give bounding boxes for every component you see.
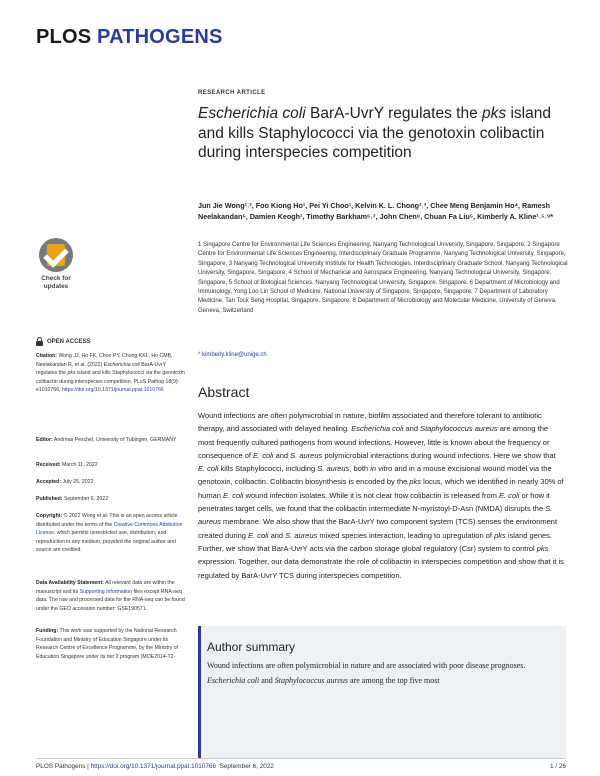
funding: Funding: This work was supported by the National Research Foundation and Ministry of Education Singapore under its Research Centre of Excellence Programme, by the Ministry of Education Singapore under its tier 2 program (MOE2014-T2-	[36, 628, 179, 660]
title-part1: BarA-UvrY regulates the	[305, 105, 483, 122]
open-access-label	[36, 337, 90, 346]
author-summary-text: Wound infections are often polymicrobial in nature and are associated with poor disease prognoses. Escherichia coli and Staphylococcus aureus are among the top five most	[207, 661, 526, 685]
check-updates-label: Check for updates	[41, 275, 71, 290]
data-availability: Data Availability Statement: All relevant data are within the manuscript and its Supporting Information files except RNA-seq data. The raw and processed data for the RNA-seq can be found under the GEO accession number: GSE190571.	[36, 580, 185, 612]
affiliations: 1 Singapore Centre for Environmental Life Sciences Engineering, Nanyang Technological University, Singapore, Singapore, 2 Singapore Centre for Environmental Life Sciences Engineering, Interdisciplinary Graduate Programme, Nanyang Technological University, Singapore, Singapore, 3 Nanyang Technological University Institute for Health Technologies, Interdisciplinary Graduate School, Nanyang Technological University, Singapore, Singapore, 4 School of Mechanical and Aerospace Engineering, Nanyang Technological University, Singapore, Singapore, 5 School of Biological Sciences, Nanyang Technological University, Singapore, Singapore, 6 Department of Microbiology and Immunology, Yong Loo Lin School of Medicine, National University of Singapore, Singapore, Singapore, 7 Department of Laboratory Medicine, Tan Tock Seng Hospital, Singapore, Singapore, 8 Department of Microbiology and Molecular Medicine, University of Geneva, Geneva, Switzerland	[198, 242, 568, 314]
received-date: Received: March 11, 2022	[36, 462, 98, 468]
citation: Citation: Wong JJ, Ho FK, Choo PY, Chong KKL, Ho CMB, Neelakandan R, et al. (2022) Escherichia coli BarA-UvrY regulates the pks island and kills Staphylococci via the genotoxin colibactin during interspecies competition. PLoS Pathog 18(9): e1010766. https://doi.org/10.1371/journal.ppat.1010766	[36, 353, 185, 394]
accepted-date: Accepted: July 25, 2022	[36, 479, 94, 485]
page-footer: PLOS Pathogens | https://doi.org/10.1371/journal.ppat.1010766 September 6, 2022 1 / 26	[36, 763, 566, 770]
abstract-heading: Abstract	[198, 384, 250, 400]
summary-accent-bar	[198, 626, 201, 758]
page-number: 1 / 26	[550, 763, 566, 770]
article-title	[198, 104, 558, 163]
supporting-info-link[interactable]: Supporting Information	[79, 588, 133, 595]
corresponding-email[interactable]: * kimberly.kline@unige.ch	[198, 352, 267, 358]
journal-logo	[36, 26, 223, 49]
published-date: Published: September 6, 2022	[36, 496, 109, 502]
footer-date: September 6, 2022	[219, 763, 274, 770]
check-updates-icon	[39, 238, 73, 272]
title-pks: pks	[482, 105, 507, 122]
copyright: Copyright: © 2022 Wong et al. This is an open access article distributed under the terms of the Creative Commons Attribution License, which permits unrestricted use, distribution, and reproduction in any medium, provided the original author and source are credited.	[36, 513, 183, 554]
open-lock-icon	[36, 337, 43, 346]
author-summary-heading: Author summary	[207, 640, 296, 654]
article-type: RESEARCH ARTICLE	[198, 90, 266, 96]
footer-journal: PLOS Pathogens	[36, 763, 86, 770]
footer-doi-link[interactable]: https://doi.org/10.1371/journal.ppat.1010766	[90, 763, 217, 770]
footer-divider	[36, 758, 566, 759]
title-species: Escherichia coli	[198, 105, 306, 122]
check-for-updates-badge[interactable]	[36, 238, 76, 298]
author-list: Jun Jie Wong¹˒², Foo Kiong Ho¹, Pei Yi Choo¹, Kelvin K. L. Chong¹˒³, Chee Meng Benjamin Ho⁴, Ramesh Neelakandan⁵, Damien Keogh¹, Timothy Barkham⁶˒⁷, John Chen⁸, Chuan Fa Liu⁵, Kimberly A. Kline¹˒⁵˒⁹*	[198, 201, 554, 221]
journal-logo-name: PATHOGENS	[97, 26, 223, 48]
editor: Editor: Andreas Peschel, University of Tubingen, GERMANY	[36, 437, 177, 443]
title-part2: island and kills Staphylococci via the genotoxin colibactin during interspecies competition	[198, 105, 551, 161]
journal-logo-plos: PLOS	[36, 26, 92, 48]
abstract-text: Wound infections are often polymicrobial in nature, biofilm associated and therefore tolerant to antibiotic therapy, and associated with delayed healing. Escherichia coli and Staphylococcus aureus are among the most frequently cultured pathogens from wound infections. However, little is known about the frequency or consequence of E. coli and S. aureus polymicrobial interactions during wound infections. Here we show that E. coli kills Staphylococci, including S. aureus, both in vitro and in a mouse excisional wound model via the genotoxin, colibactin. Colibactin biosynthesis is encoded by the pks locus, which we identified in nearly 30% of human E. coli wound infection isolates. While it is not clear how colibactin is released from E. coli or how it penetrates target cells, we found that the colibactin intermediate N-myristoyl-D-Asn (NMDA) disrupts the S. aureus membrane. We also show that the BarA-UvrY two component system (TCS) senses the environment created during E. coli and S. aureus mixed species interaction, leading to upregulation of pks island genes. Further, we show that BarA-UvrY acts via the carbon storage global regulatory (Csr) system to control pks expression. Together, our data demonstrate the role of colibactin in interspecies competition and show that it is regulated by BarA-UvrY TCS during interspecies competition.	[198, 411, 564, 580]
citation-doi-link[interactable]: https://doi.org/10.1371/journal.ppat.1010766	[61, 387, 164, 394]
license-link[interactable]: Creative Commons Attribution License	[36, 521, 183, 537]
open-access-text: OPEN ACCESS	[47, 338, 91, 345]
